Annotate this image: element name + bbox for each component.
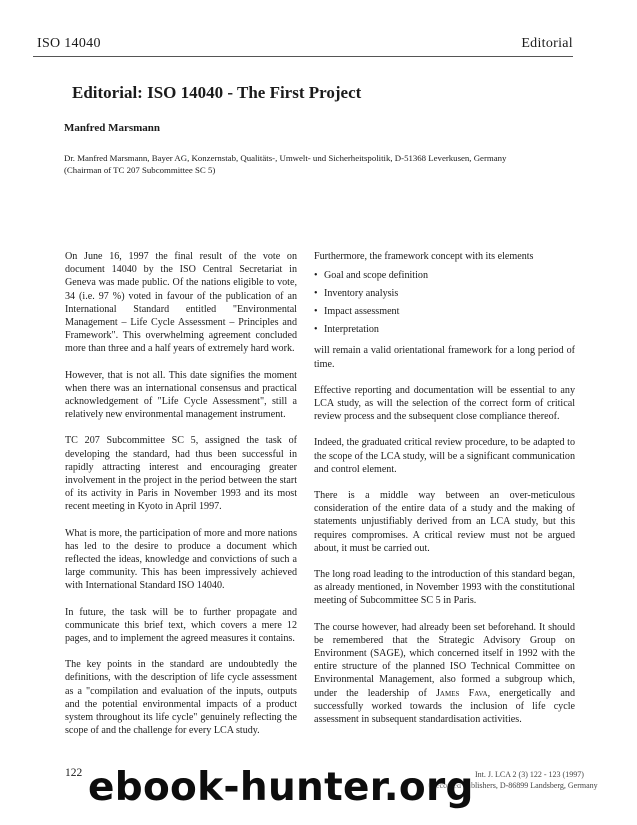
person-name: James Fava [436, 687, 488, 699]
paragraph: The course however, had already been set beforehand. It should be remembered that the Strategic Advisory Group on Environment (SAGE), which concerned itself in 1992 with the entire structure of the planned ISO Technical Committee on Environmental Management, also formed a subgroup which, under the leadership of James Fava, energetically and successfully worked towards the inclusion of life cycle assessment in subsequent standardisation activities. [314, 621, 575, 726]
paragraph: On June 16, 1997 the final result of the vote on document 14040 by the ISO Central Secretariat in Geneva was made public. Of the nations eligible to vote, 34 (i.e. 97 %) voted in favour of the publication of an International Standard entitled "Environmental Management – Life Cycle Assessment – Principles and Framework". This overwhelming agreement concluded more than three and a half years of extremely hard work. [65, 251, 297, 355]
paragraph: TC 207 Subcommittee SC 5, assigned the task of developing the standard, had thus been successful in rapidly attracting interest and encouraging greater involvement in the project in the period between the start of its activity in Paris in November 1993 and its most recent meeting in Kyoto in April 1997. [65, 435, 297, 513]
affiliation-line-1: Dr. Manfred Marsmann, Bayer AG, Konzernstab, Qualitäts-, Umwelt- und Sicherheitspolitik, D-51368 Leverkusen, Germany [64, 153, 507, 163]
bullet-icon: • [314, 288, 318, 300]
bullet-icon: • [314, 270, 318, 282]
header-rule [33, 56, 573, 57]
paragraph: Furthermore, the framework concept with its elements [314, 251, 534, 262]
affiliation-line-2: (Chairman of TC 207 Subcommittee SC 5) [64, 165, 216, 175]
bullet-icon: • [314, 324, 318, 336]
list-item: • Impact assessment [314, 306, 400, 318]
running-header-right: Editorial [521, 36, 573, 51]
paragraph: There is a middle way between an over-meticulous consideration of the entire data of a study and the making of statements unjustifiably derived from an LCA study, but this requires compromises. A critical review must not be argued about, it must be carried out. [314, 490, 575, 554]
left-column [65, 250, 297, 751]
paragraph: What is more, the participation of more and more nations has led to the desire to produce a document which reflected the ideas, knowledge and convictions of such a large community. This has been impressively achieved with International Standard ISO 14040. [65, 527, 297, 592]
watermark: ebook-hunter.org [88, 765, 474, 810]
paragraph: In future, the task will be to further propagate and communicate this brief text, which covers a mere 12 pages, and to implement the agreed measures it contains. [65, 606, 297, 645]
paragraph: However, that is not all. This date signifies the moment when there was an international consensus and practical acknowledgement of "Life Cycle Assessment", still a relatively new environmental management instrument. [65, 369, 297, 421]
article-title: Editorial: ISO 14040 - The First Project [72, 83, 362, 102]
paragraph: will remain a valid orientational framework for a long period of time. [314, 345, 575, 370]
paragraph: The key points in the standard are undoubtedly the definitions, with the description of life cycle assessment as a "compilation and evaluation of the inputs, outputs and the potential environmental impacts of a product system throughout its life cycle" genuinely reflecting the scope of and the challenge for every LCA study. [65, 659, 297, 737]
journal-reference: Int. J. LCA 2 (3) 122 - 123 (1997) [475, 770, 584, 779]
framework-elements-list [314, 269, 575, 336]
list-item: • Goal and scope definition [314, 270, 428, 282]
paragraph: Indeed, the graduated critical review procedure, to be adapted to the scope of the LCA study, will be a significant communication and control element. [314, 437, 575, 475]
bullet-icon: • [314, 306, 318, 318]
list-item: • Inventory analysis [314, 288, 399, 300]
running-header-left: ISO 14040 [37, 36, 101, 51]
author-name: Manfred Marsmann [64, 122, 161, 134]
paragraph: Effective reporting and documentation will be essential to any LCA study, as will the selection of the correct form of critical review process and the subsequent close compliance thereof. [314, 384, 575, 423]
publisher-line: © ecomed publishers, D-86899 Landsberg, Germany [428, 781, 598, 790]
list-item: • Interpretation [314, 324, 379, 336]
right-column [314, 250, 575, 739]
page-number: 122 [65, 767, 83, 779]
paragraph: The long road leading to the introduction of this standard began, as already mentioned, in November 1993 with the constitutional meeting of Subcommittee SC 5 in Paris. [314, 569, 575, 607]
